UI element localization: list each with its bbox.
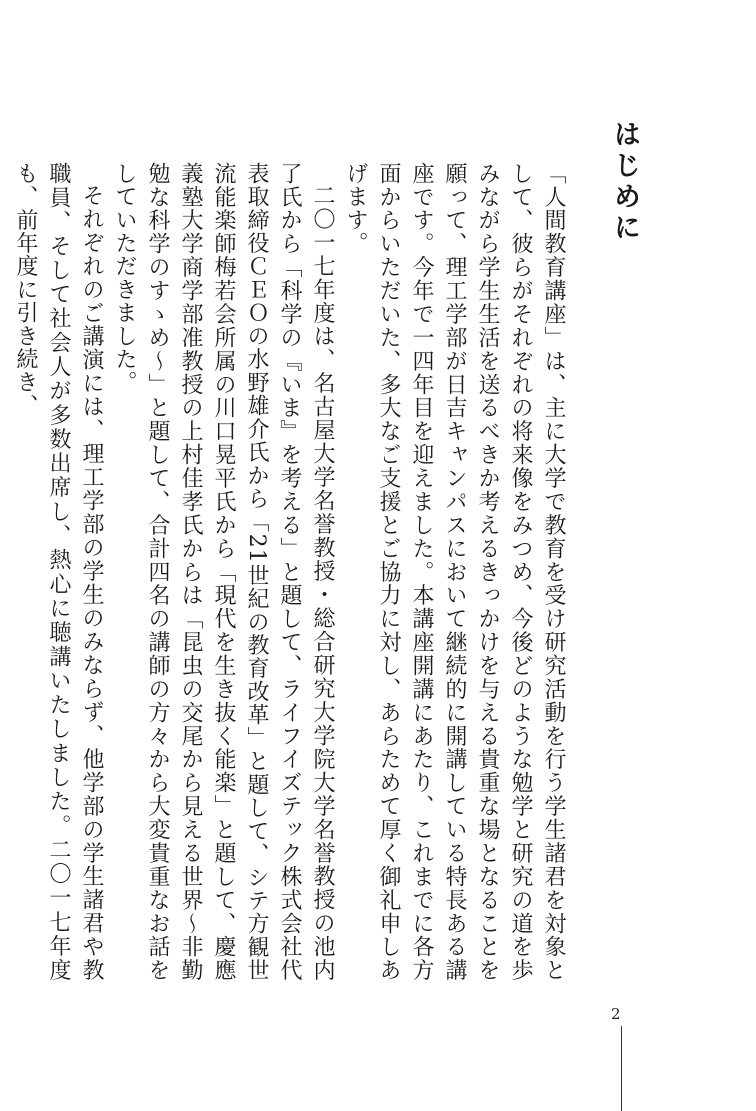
page-title: はじめに xyxy=(609,120,640,244)
page-number: 2 xyxy=(611,1005,621,1023)
page-rule xyxy=(621,1026,622,1111)
paragraph-3: それぞれのご講演には、理工学部の学生のみならず、他学部の学生諸君や教職員、そして社会人が多数出席し、熱心に聴講いたしました。二〇一七年度も、前年度に引き続き、 xyxy=(13,162,104,982)
paragraph-2: 二〇一七年度は、名古屋大学名誉教授・総合研究大学院大学名誉教授の池内了氏から「科学の『いま』を考える」と題して、ライフイズテック株式会社代表取締役ＣＥＯの水野雄介氏から「21世紀の教育改革」と題して、シテ方観世流能楽師梅若会所属の川口晃平氏から「現代を生き抜く能楽」と題して、慶應義塾大学商学部准教授の上村佳孝氏からは「昆虫の交尾から見える世界～非勤勉な科学のすゝめ～」と題して、合計四名の講師の方々から大変貴重なお話をしていただきました。 xyxy=(112,162,335,982)
paragraph-1: 「人間教育講座」は、主に大学で教育を受け研究活動を行う学生諸君を対象として、彼らがそれぞれの将来像をみつめ、今後どのような勉学と研究の道を歩みながら学生生活を送るべきか考えるきっかけを与える貴重な場となることを願って、理工学部が日吉キャンパスにおいて継続的に開講している特長ある講座です。今年で一四年目を迎えました。本講座開講にあたり、これまでに各方面からいただいた、多大なご支援とご協力に対し、あらためて厚く御礼申しあげます。 xyxy=(343,162,566,982)
body-text xyxy=(9,162,570,982)
